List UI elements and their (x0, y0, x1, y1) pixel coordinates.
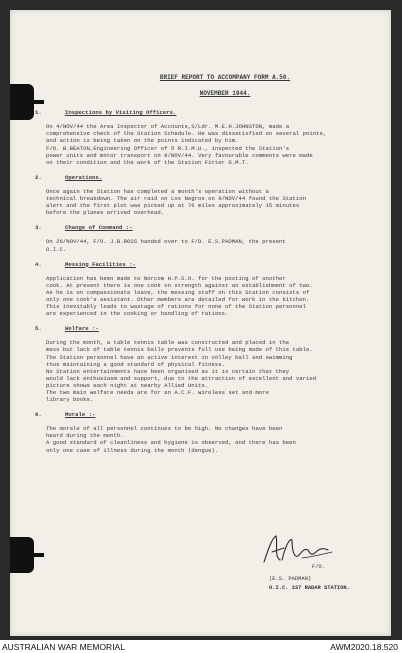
section-3-paragraph: On 26/NOV/44, F/O. J.B.ROSS handed over to F/O. E.S.PADMAN, the present O.I.C. (46, 238, 286, 253)
signatory-rank: F/O. (312, 564, 325, 570)
section-5-heading (35, 325, 375, 332)
signatory-name: (E.S. PADMAN) (269, 576, 312, 582)
section-number: 5. (35, 325, 42, 333)
section-number: 6. (35, 411, 42, 419)
section-4-heading (35, 261, 375, 268)
section-2-paragraph: Once again the Station has completed a month's operation without a technical breakdown. The air raid on Los Negros on 9/NOV/44 found the Station alert and the first plot was picked up at 76 miles approximately 15 minutes before the planes arrived overhead. (46, 187, 307, 217)
section-title: Messing Facilities :- (65, 260, 136, 268)
section-title: Welfare :- (65, 325, 99, 333)
section-number: 3. (35, 224, 42, 232)
section-2-heading (35, 174, 375, 181)
section-title: Inspections by Visiting Officers. (65, 109, 177, 117)
section-number: 4. (35, 260, 42, 268)
section-5-paragraph: During the month, a table tennis table was constructed and placed in the mess but lack of table tennis balls prevents full use being made of this table. (46, 339, 313, 354)
section-number: 1. (35, 109, 42, 117)
section-5-paragraph: The Station personnel have an active interest in volley ball and swimming thus maintaining a good standard of physical fitness. (46, 353, 293, 368)
section-4-paragraph: Application has been made to Norcom H.P.S.O. for the posting of another cook. At present there is one cook on strength against an establishment of two. As he is on compassionate leave, the messing staff on this Station consists of only one cook's assistant. Other members are detailed for work in the kitchen. This inevitably leads to wastage of rations for none of the Station personnel are experienced in the cooking or handling of rations. (46, 274, 313, 318)
section-title: Morale :- (65, 411, 96, 419)
report-title: BRIEF REPORT TO ACCOMPANY FORM A.50. (159, 74, 291, 81)
collection-name: AUSTRALIAN WAR MEMORIAL (2, 642, 125, 652)
section-title: Change of Command :- (65, 224, 133, 232)
section-1-paragraph: F/O. B.BEATON,Engineering Officer of 5 R.I.M.U., inspected the Station's power units and motor transport on 9/NOV/44. Very favourable comments were made on their condition and the work of the Station Fitter D.M.T. (46, 144, 313, 166)
caption-bar (0, 640, 402, 653)
accession-number: AWM2020.18.520 (330, 642, 398, 652)
section-1-heading (35, 109, 375, 116)
binder-clip-top (10, 84, 34, 120)
section-title: Operations. (65, 173, 103, 181)
section-6-paragraph: The morale of all personnel continues to be high. No changes have been heard during the month. (46, 425, 283, 440)
report-body (35, 74, 375, 454)
signatory-unit: O.I.C. 337 RADAR STATION. (269, 585, 350, 591)
section-5-paragraph: No Station entertainments have been organised as it is certain that they would lack enthusiasm and support, due to the attraction of excellent and varied picture shows each night at nearby Allied Units. (46, 367, 317, 389)
section-1-paragraph: On 4/NOV/44 the Area Inspector of Accounts,S/Ldr. M.E.H.JOHNSTON, made a comprehensive check of the Station Schedule. He was dissatisfied on several points, and action is being taken on the points indicated by him. (46, 123, 327, 145)
section-6-heading (35, 411, 375, 418)
binder-clip-bottom (10, 537, 34, 573)
section-number: 2. (35, 173, 42, 181)
report-month: NOVEMBER 1944. (199, 90, 251, 98)
section-6-paragraph: A good standard of cleanliness and hygiene is observed, and there has been only one case of illness during the month (dengue). (46, 439, 296, 454)
section-5-paragraph: The two main welfare needs are for an A.C.F. wireless set and more library books. (46, 389, 269, 404)
handwritten-signature (258, 530, 338, 570)
section-3-heading (35, 224, 375, 231)
